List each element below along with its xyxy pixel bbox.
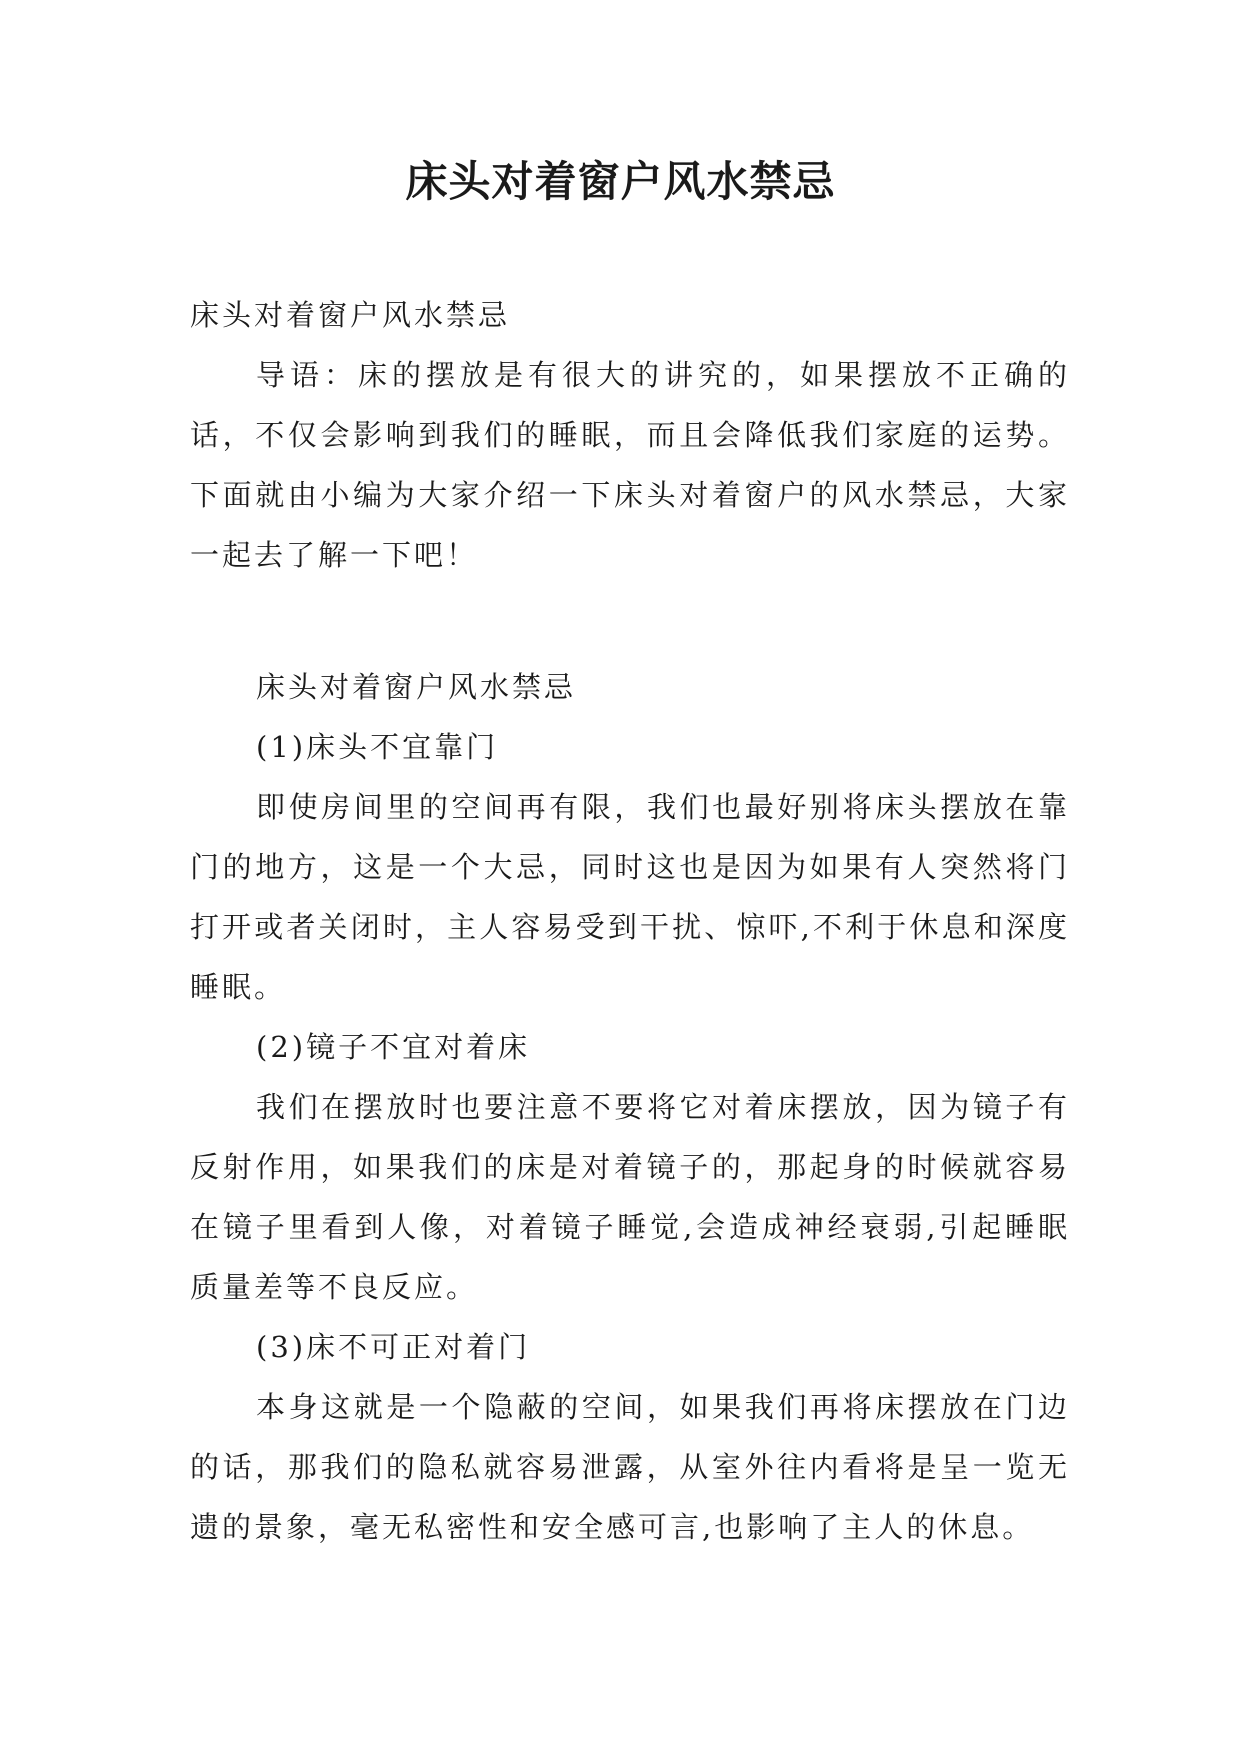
item-3-heading: (3)床不可正对着门 (256, 1330, 531, 1364)
item-3-paragraph: 本身这就是一个隐蔽的空间，如果我们再将床摆放在门边的话，那我们的隐私就容易泄露，从室外往内看将是呈一览无遗的景象，毫无私密性和安全感可言,也影响了主人的休息。 (190, 1390, 1070, 1544)
item-1-paragraph: 即使房间里的空间再有限，我们也最好别将床头摆放在靠门的地方，这是一个大忌，同时这也是因为如果有人突然将门打开或者关闭时，主人容易受到干扰、惊吓,不利于休息和深度睡眠。 (190, 790, 1070, 1004)
document-body (190, 285, 1070, 1557)
document-title: 床头对着窗户风水禁忌 (405, 157, 836, 206)
subtitle-line: 床头对着窗户风水禁忌 (190, 298, 511, 332)
section-heading: 床头对着窗户风水禁忌 (256, 670, 577, 704)
item-2-heading: (2)镜子不宜对着床 (256, 1030, 531, 1064)
intro-paragraph: 导语：床的摆放是有很大的讲究的，如果摆放不正确的话，不仅会影响到我们的睡眠，而且会降低我们家庭的运势。下面就由小编为大家介绍一下床头对着窗户的风水禁忌，大家一起去了解一下吧！ (190, 358, 1070, 572)
item-2-paragraph: 我们在摆放时也要注意不要将它对着床摆放，因为镜子有反射作用，如果我们的床是对着镜子的，那起身的时候就容易在镜子里看到人像，对着镜子睡觉,会造成神经衰弱,引起睡眠质量差等不良反应。 (190, 1090, 1070, 1304)
paragraph-gap (190, 585, 1070, 657)
item-1-heading: (1)床头不宜靠门 (256, 730, 499, 764)
